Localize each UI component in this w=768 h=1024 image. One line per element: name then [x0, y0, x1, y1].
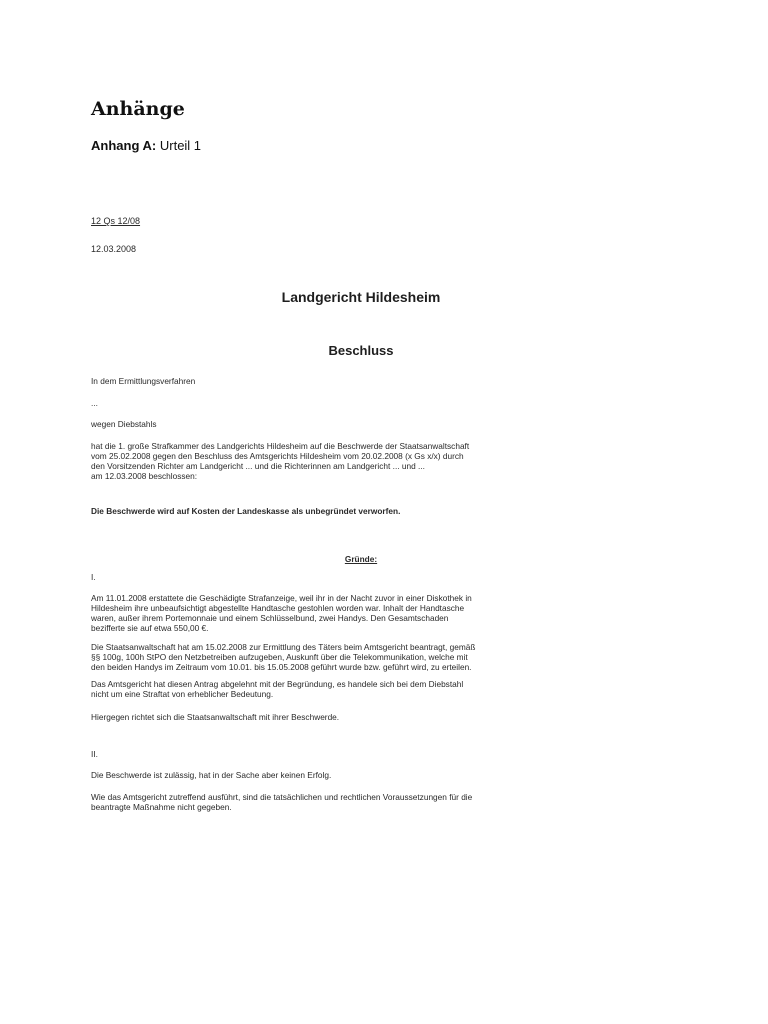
page-heading: Anhänge	[91, 98, 185, 120]
section-one-marker: I.	[91, 572, 96, 582]
application-line: Die Staatsanwaltschaft hat am 15.02.2008 zur Ermittlung des Täters beim Amtsgericht beantragt, gemäß	[91, 642, 476, 652]
facts-line: Am 11.01.2008 erstattete die Geschädigte Strafanzeige, weil ihr in der Nacht zuvor in einer Diskothek in	[91, 593, 472, 603]
operative-part: Die Beschwerde wird auf Kosten der Landeskasse als unbegründet verworfen.	[91, 506, 401, 516]
intro-line: hat die 1. große Strafkammer des Landgerichts Hildesheim auf die Beschwerde der Staatsanwaltschaft	[91, 441, 470, 451]
intro-line: den Vorsitzenden Richter am Landgericht ... und die Richterinnen am Landgericht ... und ...	[91, 461, 425, 471]
reasons-heading: Gründe:	[344, 554, 378, 564]
application-paragraph	[91, 642, 631, 672]
intro-paragraph	[91, 441, 631, 481]
facts-line: Hildesheim ihre unbeaufsichtigt abgestellte Handtasche gestohlen worden war. Inhalt der Handtasche	[91, 603, 465, 613]
rejection-paragraph	[91, 679, 631, 699]
decision-date: 12.03.2008	[91, 244, 137, 254]
appendix-label: Anhang A:	[91, 138, 157, 153]
appendix-subheading	[91, 138, 201, 153]
case-number: 12 Qs 12/08	[91, 216, 141, 226]
facts-line: bezifferte sie auf etwa 550,00 €.	[91, 623, 209, 633]
proceedings-line: In dem Ermittlungsverfahren	[91, 376, 196, 386]
offense-line: wegen Diebstahls	[91, 419, 157, 429]
section-two-marker: II.	[91, 749, 98, 759]
facts-paragraph	[91, 593, 631, 633]
intro-line: am 12.03.2008 beschlossen:	[91, 471, 198, 481]
rejection-line: Das Amtsgericht hat diesen Antrag abgelehnt mit der Begründung, es handele sich bei dem Diebstahl	[91, 679, 464, 689]
application-line: §§ 100g, 100h StPO den Netzbetreiben aufzugeben, Auskunft über die Telekommunikation, welche mit	[91, 652, 468, 662]
conclusion-line: beantragte Maßnahme nicht gegeben.	[91, 802, 232, 812]
conclusion-line: Wie das Amtsgericht zutreffend ausführt, sind die tatsächlichen und rechtlichen Voraussetzungen für die	[91, 792, 473, 802]
appeal-paragraph: Hiergegen richtet sich die Staatsanwaltschaft mit ihrer Beschwerde.	[91, 712, 340, 722]
conclusion-paragraph	[91, 792, 631, 812]
ellipsis-line: ...	[91, 398, 98, 408]
court-name: Landgericht Hildesheim	[281, 289, 441, 305]
document-title: Beschluss	[328, 343, 394, 358]
admissibility-paragraph: Die Beschwerde ist zulässig, hat in der Sache aber keinen Erfolg.	[91, 770, 332, 780]
rejection-line: nicht um eine Straftat von erheblicher Bedeutung.	[91, 689, 274, 699]
intro-line: vom 25.02.2008 gegen den Beschluss des Amtsgerichts Hildesheim vom 20.02.2008 (x Gs x/x) durch	[91, 451, 464, 461]
application-line: den beiden Handys im Zeitraum vom 10.01. bis 15.05.2008 geführt wurde bzw. geführt wird, zu erteilen.	[91, 662, 472, 672]
facts-line: waren, außer ihrem Portemonnaie und einem Schlüsselbund, zwei Handys. Den Gesamtschaden	[91, 613, 449, 623]
appendix-value: Urteil 1	[159, 138, 202, 153]
